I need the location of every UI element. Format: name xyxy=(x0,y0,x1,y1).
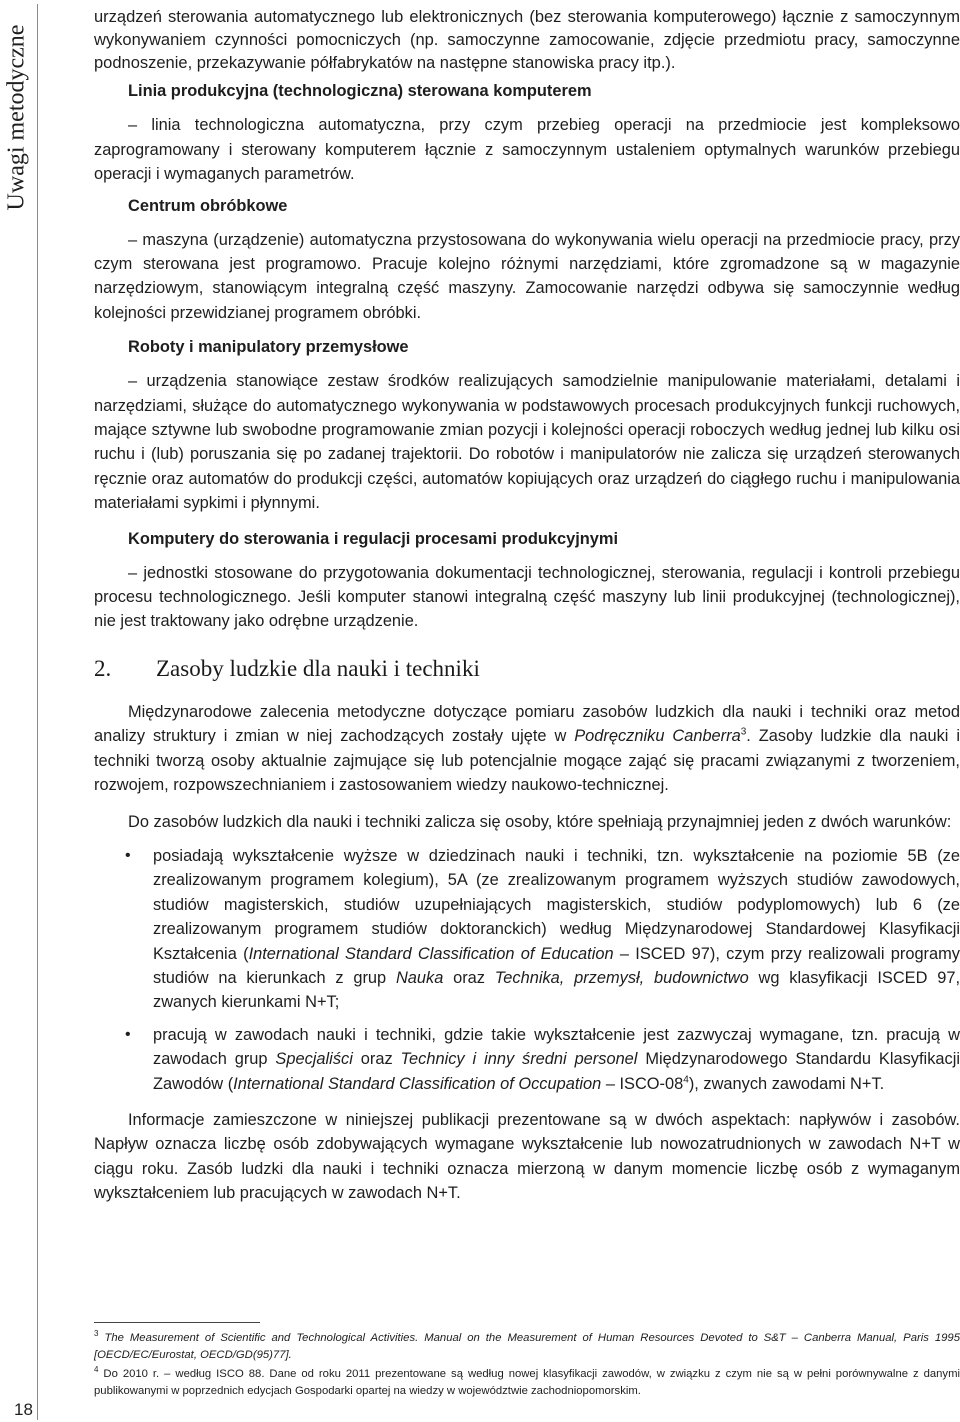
definition-text: – jednostki stosowane do przygotowania dokumentacji technologicznej, sterowania, regulacji i kontroli przebiegu procesu technologicznego. Jeśli komputer stanowi integralną część maszyny lub linii produkcyjnej (technologicznej), nie jest traktowany jako odrębne urządzenie. xyxy=(94,563,960,631)
footnote: $^4$ Do 2010 r. – według ISCO 88. Dane od roku 2011 prezentowane są według nowej klasyfikacji zawodów, w związku z czym nie są w pełni porównywalne z danymi publikowanymi w poprzednich edycjach Gospodarki opartej na wiedzy w województwie zachodniopomorskim. xyxy=(94,1365,960,1397)
definition-heading: Centrum obróbkowe xyxy=(128,196,288,215)
page-body xyxy=(94,6,960,1206)
bullet-marker: • xyxy=(125,1025,131,1043)
definition-text: – maszyna (urządzenie) automatyczna przystosowana do wykonywania wielu operacji na przedmiocie pracy, przy czym sterowana jest programowo. Pracuje kolejno różnymi narzędziami, które zgromadzone są w magazynie narzędziowym, stanowiącym integralną część maszyny. Zamocowanie narzędzi odbywa się samoczynnie według kolejności przewidzianej programem obróbki. xyxy=(94,230,960,322)
section-number: 2. xyxy=(94,655,112,681)
section-heading xyxy=(94,656,960,682)
bullet-marker: • xyxy=(125,846,131,864)
footnote-ref: 4 xyxy=(683,1074,689,1086)
section-paragraph: Do zasobów ludzkich dla nauki i techniki zalicza się osoby, które spełniają przynajmniej jeden z dwóch warunków: xyxy=(128,812,952,831)
section-side-label xyxy=(2,10,32,225)
definition-text: – linia technologiczna automatyczna, przy czym przebieg operacji na przedmiocie jest kompleksowo zaprogramowany i sterowany komputerem łącznie z samoczynnym ustaleniem optymalnych warunków przebiegu operacji i wymaganych parametrów. xyxy=(94,116,960,184)
definition-heading: Komputery do sterowania i regulacji procesami produkcyjnymi xyxy=(128,529,619,548)
page-number: 18 xyxy=(14,1400,33,1419)
footnote-ref: 3 xyxy=(740,726,747,738)
margin-divider xyxy=(37,4,38,1420)
section-paragraph: Informacje zamieszczone w niniejszej publikacji prezentowane są w dwóch aspektach: napływów i zasobów. Napływ oznacza liczbę osób zdobywających wymagane wykształcenie lub nowozatrudnionych w zawodach N+T w ciągu roku. Zasób ludzki dla nauki i techniki oznacza mierzoną w danym momencie liczbę osób z wymaganym wykształceniem lub pracujących w zawodach N+T. xyxy=(94,1110,960,1203)
section-title: Zasoby ludzkie dla nauki i techniki xyxy=(156,655,480,681)
reference-title: Podręczniku Canberra xyxy=(574,727,741,746)
footnote-divider xyxy=(94,1322,260,1323)
conditions-list xyxy=(94,844,960,1096)
footnote: $^3$ The Measurement of Scientific and Technological Activities. Manual on the Measurement of Human Resources Devoted to S&T – Canberra Manual, Paris 1995 [OECD/EC/Eurostat, OECD/GD(95)77]. xyxy=(94,1329,960,1361)
definition-text: – urządzenia stanowiące zestaw środków realizujących samodzielnie manipulowanie materiałami, detalami i narzędziami, służące do automatycznego wykonywania w podstawowych procesach produkcyjnych funkcji ruchowych, mające sztywne lub swobodne programowanie zmian pozycji i kolejności operacji roboczych według jednej lub kilku osi ruchu i (lub) poruszania się po zadanej trajektorii. Do robotów i manipulatorów nie zalicza się urządzeń sterowanych ręcznie oraz automatów do produkcji części, automatów kopiujących oraz urządzeń do ciągłego ruchu i manipulowania materiałami sypkimi i płynnymi. xyxy=(94,372,960,513)
list-item: • posiadają wykształcenie wyższe w dziedzinach nauki i techniki, tzn. wykształcenie na poziomie 5B (ze zrealizowanym programem kolegium), 5A (ze zrealizowanym programem wyższych studiów zawodowych, studiów magisterskich, studiów uzupełniających magisterskich, studiów podyplomowych) lub 6 (ze zrealizowanym programem studiów doktoranckich) według Międzynarodowej Standardowej Klasyfikacji Kształcenia (International Standard Classification of Education – ISCED 97), czym przy realizowali programy studiów na kierunkach z grup Nauka oraz Technika, przemysł, budownictwo wg klasyfikacji ISCED 97, zwanych kierunkami N+T; xyxy=(94,844,960,1015)
list-item: • pracują w zawodach nauki i techniki, gdzie takie wykształcenie jest zazwyczaj wymagane, tzn. pracują w zawodach grup Specjaliści oraz Technicy i inny średni personel Międzynarodowego Standardu Klasyfikacji Zawodów (International Standard Classification of Occupation – ISCO-$08^4$), zwanych zawodami N+T. xyxy=(94,1023,960,1096)
footnote-mark: 3 xyxy=(94,1329,99,1339)
definition-heading: Roboty i manipulatory przemysłowe xyxy=(128,338,409,357)
section-paragraph: Międzynarodowe zalecenia metodyczne dotyczące pomiaru zasobów ludzkich dla nauki i techniki oraz metod analizy struktury i zmian w niej zachodzących zostały ujęte w Podręczniku Canberra$^3$. Zasoby ludzkie dla nauki i techniki tworzą osoby aktualnie zajmujące się lub potencjalnie mogące zająć się pracami związanymi z tworzeniem, rozwojem, rozpowszechnianiem i zastosowaniem wiedzy naukowo-technicznej. xyxy=(94,702,960,795)
footnotes xyxy=(94,1330,960,1399)
definition-heading: Linia produkcyjna (technologiczna) sterowana komputerem xyxy=(128,82,592,101)
section-side-label-text: Uwagi metodyczne xyxy=(3,24,30,211)
footnote-mark: 4 xyxy=(94,1365,99,1375)
intro-paragraph: urządzeń sterowania automatycznego lub elektronicznych (bez sterowania komputerowego) łącznie z samoczynnym wykonywaniem czynności pomocniczych (np. samoczynne zamocowanie, zdjęcie przedmiotu pracy, samoczynne podnoszenie, przekazywanie półfabrykatów na następne stanowiska pracy itp.). xyxy=(94,8,960,72)
